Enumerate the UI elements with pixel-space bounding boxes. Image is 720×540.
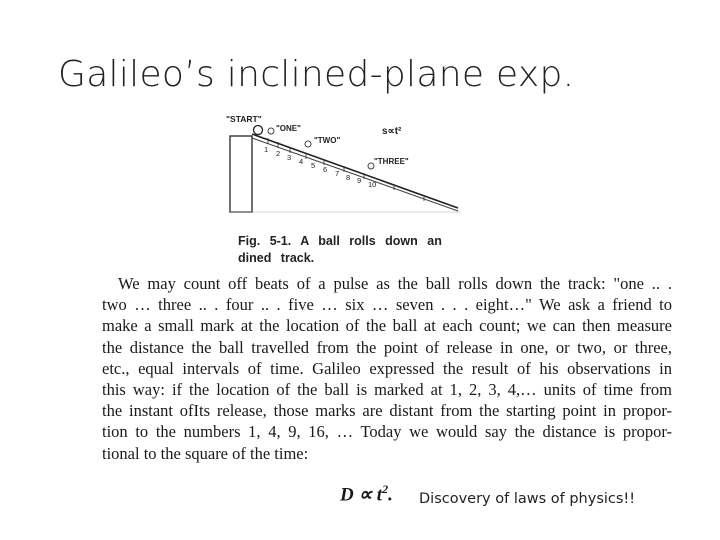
inclined-plane-figure [224, 110, 474, 245]
tick-number: 6 [323, 165, 328, 174]
passage-line: the distance the ball travelled from the point of release in one, or two, or three, [102, 337, 672, 357]
tick-number: 8 [346, 173, 351, 182]
proportionality-label: s∝t² [382, 126, 402, 137]
tick-number: 5 [311, 161, 316, 170]
tick-number: 7 [335, 169, 340, 178]
passage-line: etc., equal intervals of time. Galileo expressed the result of his observations in [102, 358, 672, 378]
body-passage [102, 273, 672, 464]
caption-line: dined track. [238, 251, 315, 265]
formula-exponent: 2 [382, 482, 389, 496]
passage-line: tion to the numbers 1, 4, 9, 16, … Today we would say the distance is propor- [102, 422, 672, 442]
ball-start [254, 126, 263, 135]
tick-number: 9 [357, 176, 362, 185]
three-label: "THREE" [374, 157, 409, 166]
tick-number: 10 [368, 180, 377, 189]
ball-two [305, 141, 311, 147]
two-label: "TWO" [314, 136, 341, 145]
passage-line: tional to the square of the time: [102, 443, 309, 463]
tick-number: 2 [276, 149, 281, 158]
caption-line: Fig. 5-1. A ball rolls down an [238, 234, 442, 248]
figure-caption [238, 233, 442, 267]
passage-line: the instant ofIts release, those marks are distant from the starting point in propor- [102, 401, 672, 421]
inclined-track-edge [252, 138, 458, 211]
tick-number: 4 [299, 157, 304, 166]
tick-number: 3 [287, 153, 292, 162]
formula-suffix: . [388, 484, 393, 506]
slide-title: Galileo’s inclined-plane exp. [58, 54, 575, 95]
support-block [230, 136, 252, 212]
start-label: "START" [226, 114, 262, 124]
passage-line: two … three .. . four .. . five … six … seven . . . eight…" We ask a friend to [102, 295, 672, 315]
tick-numbers [264, 145, 376, 189]
passage-line: this way: if the location of the ball is marked at 1, 2, 3, 4,… units of time from [102, 380, 672, 400]
discovery-note: Discovery of laws of physics!! [419, 491, 636, 507]
one-label: "ONE" [276, 124, 301, 133]
formula-text: D ∝ t [340, 484, 383, 506]
passage-line: We may count off beats of a pulse as the ball rolls down the track: "one .. . [118, 274, 672, 293]
passage-line: make a small mark at the location of the ball at each count; we can then measure [102, 316, 672, 336]
proportionality-formula [340, 482, 393, 506]
inclined-plane-diagram [224, 110, 474, 245]
tick-number: 1 [264, 145, 269, 154]
ball-one [268, 128, 274, 134]
inclined-track [252, 134, 458, 208]
